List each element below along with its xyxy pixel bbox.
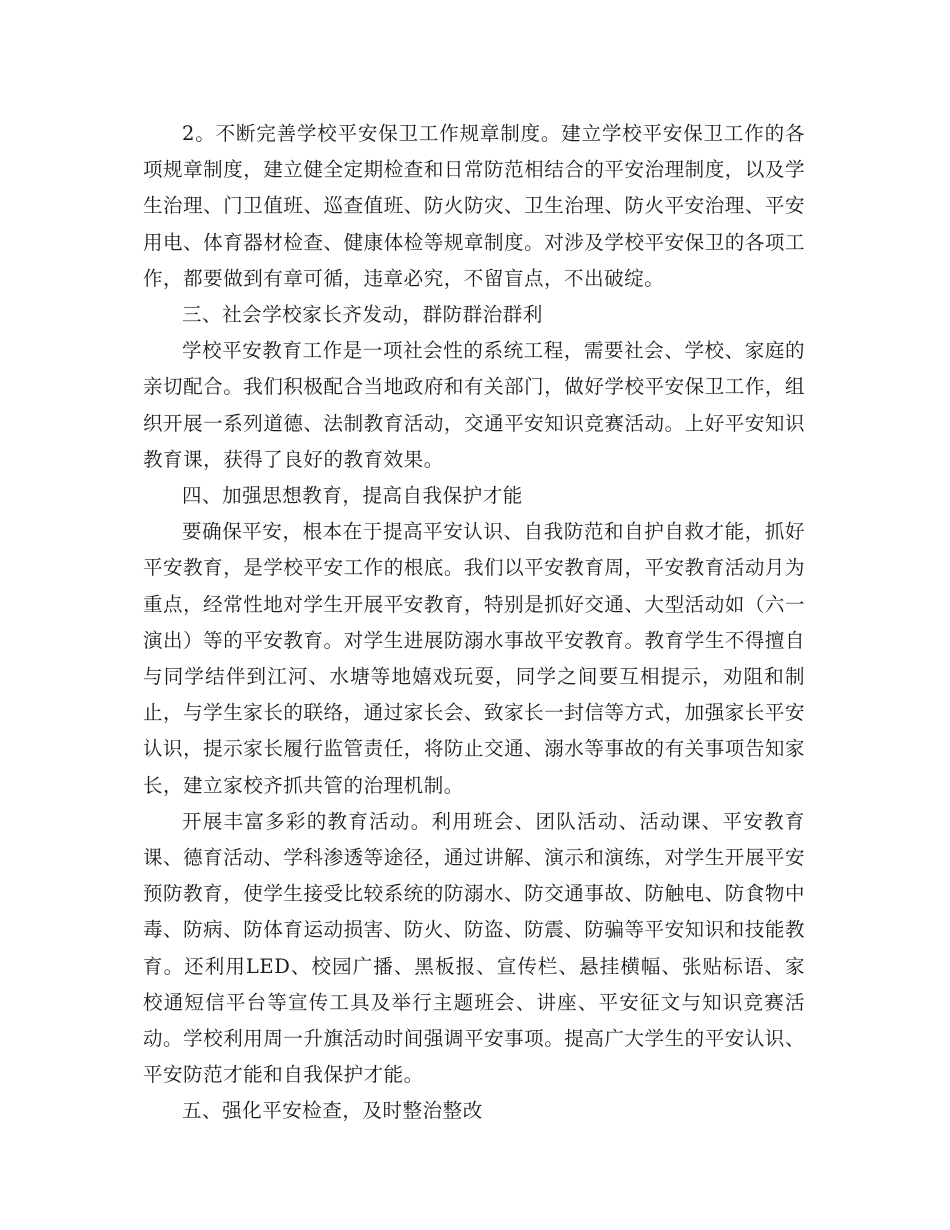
paragraph-safety-education: 要确保平安，根本在于提高平安认识、自我防范和自护自救才能，抓好平安教育，是学校平安工作的根底。我们以平安教育周，平安教育活动月为重点，经常性地对学生开展平安教育，特别是抓好交通、大型活动如（六一演出）等的平安教育。对学生进展防溺水事故平安教育。教育学生不得擅自与同学结伴到江河、水塘等地嬉戏玩耍，同学之间要互相提示，劝阻和制止，与学生家长的联络，通过家长会、致家长一封信等方式，加强家长平安认识，提示家长履行监管责任，将防止交通、溺水等事故的有关事项告知家长，建立家校齐抓共管的治理机制。: [143, 520, 805, 797]
section-heading-four: 四、加强思想教育，提高自我保护才能: [182, 484, 523, 508]
paragraph-rules-system: 2。不断完善学校平安保卫工作规章制度。建立学校平安保卫工作的各项规章制度，建立健全定期检查和日常防范相结合的平安治理制度，以及学生治理、门卫值班、巡查值班、防火防灾、卫生治理、防火平安治理、平安用电、体育器材检查、健康体检等规章制度。对涉及学校平安保卫的各项工作，都要做到有章可循，违章必究，不留盲点，不出破绽。: [143, 122, 805, 290]
document-body: [143, 116, 805, 1130]
paragraph-education-activities: 开展丰富多彩的教育活动。利用班会、团队活动、活动课、平安教育课、德育活动、学科渗透等途径，通过讲解、演示和演练，对学生开展平安预防教育，使学生接受比较系统的防溺水、防交通事故、防触电、防食物中毒、防病、防体育运动损害、防火、防盗、防震、防骗等平安知识和技能教育。还利用LED、校园广播、黑板报、宣传栏、悬挂横幅、张贴标语、家校通短信平台等宣传工具及举行主题班会、讲座、平安征文与知识竞赛活动。学校利用周一升旗活动时间强调平安事项。提高广大学生的平安认识、平安防范才能和自我保护才能。: [143, 809, 805, 1087]
paragraph-social-cooperation: 学校平安教育工作是一项社会性的系统工程，需要社会、学校、家庭的亲切配合。我们积极配合当地政府和有关部门，做好学校平安保卫工作，组织开展一系列道德、法制教育活动，交通平安知识竞赛活动。上好平安知识教育课，获得了良好的教育效果。: [143, 339, 805, 471]
section-heading-three: 三、社会学校家长齐发动，群防群治群利: [182, 303, 543, 327]
section-heading-five: 五、强化平安检查，及时整治整改: [182, 1099, 483, 1123]
